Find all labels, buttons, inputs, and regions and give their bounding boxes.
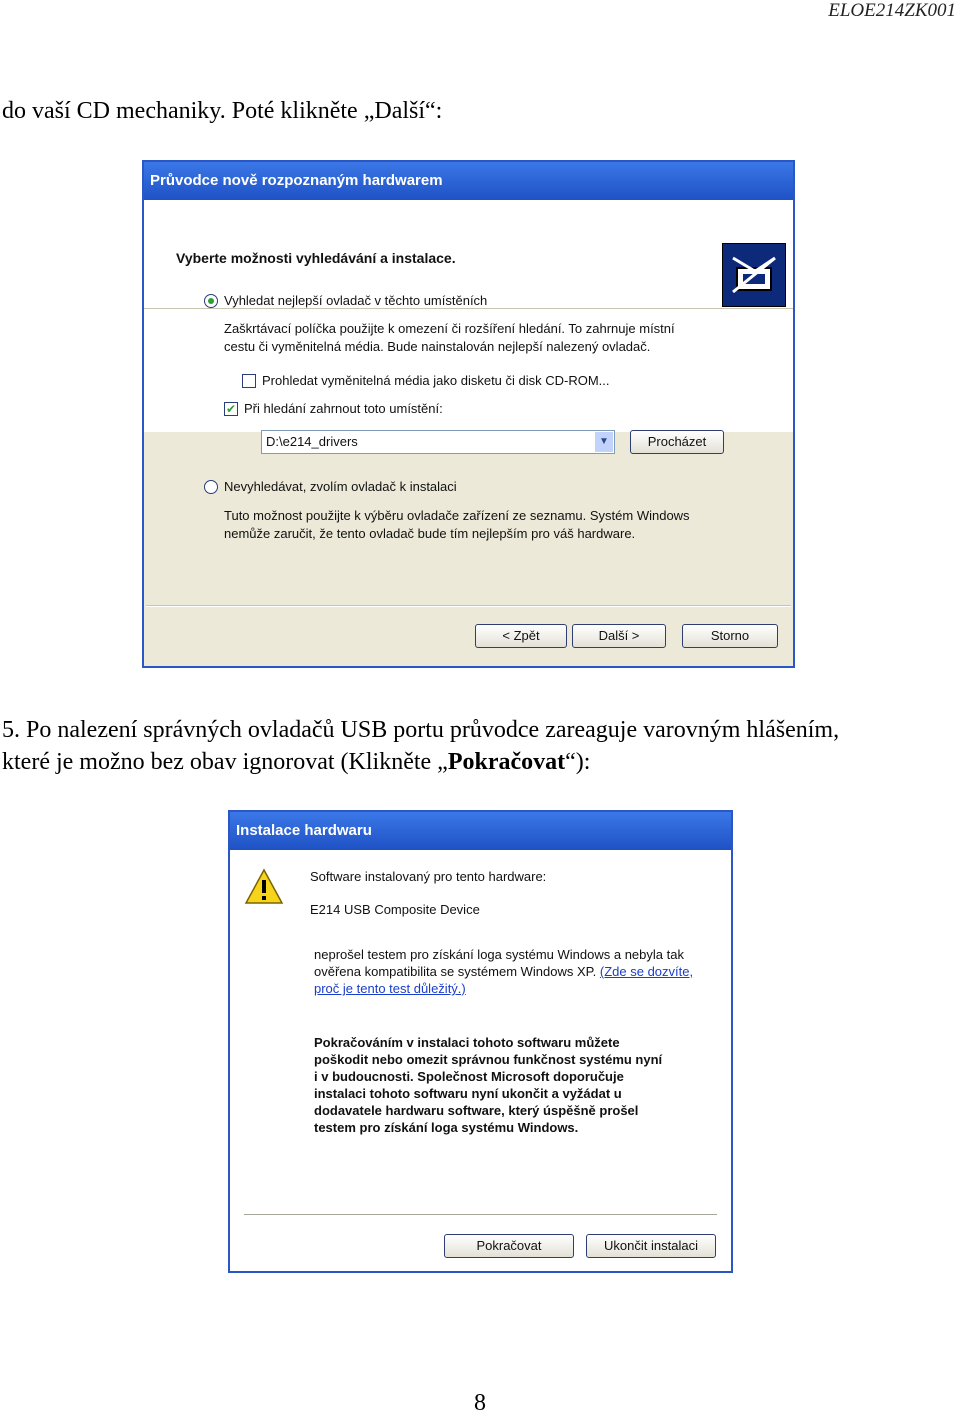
footer-divider xyxy=(244,1214,717,1215)
why-link-2[interactable]: proč je tento test důležitý.) xyxy=(314,981,466,996)
page-number: 8 xyxy=(474,1390,486,1416)
checkbox-include-location[interactable]: ✔ xyxy=(225,402,237,416)
check-removable-label: Prohledat vyměnitelná média jako disketu či disk CD-ROM... xyxy=(262,373,610,388)
radio-choose-driver[interactable] xyxy=(204,480,218,494)
dialog-title: Instalace hardwaru xyxy=(230,812,731,850)
paragraph-intro: do vaší CD mechaniky. Poté klikněte „Další“: xyxy=(2,98,443,124)
location-combobox[interactable] xyxy=(261,430,615,454)
location-path: D:\e214_drivers xyxy=(266,434,358,449)
warning-line3: i v budoucnosti. Společnost Microsoft doporučuje xyxy=(314,1069,624,1084)
dialog-title: Průvodce nově rozpoznaným hardwarem xyxy=(144,162,793,200)
device-name: E214 USB Composite Device xyxy=(310,902,480,917)
hardware-wizard-dialog xyxy=(142,160,795,668)
warning-icon xyxy=(244,868,284,911)
option1-desc-line1: Zaškrtávací políčka použijte k omezení či rozšíření hledání. To zahrnuje místní xyxy=(224,321,675,336)
option2-desc-line2: nemůže zaručit, že tento ovladač bude tím nejlepším pro váš hardware. xyxy=(224,526,636,541)
browse-button[interactable]: Procházet xyxy=(630,430,724,454)
info-line1: neprošel testem pro získání loga systému Windows a nebyla tak xyxy=(314,947,684,962)
option2-desc-line1: Tuto možnost použijte k výběru ovladače zařízení ze seznamu. Systém Windows xyxy=(224,508,690,523)
warning-line4: instalaci tohoto softwaru nyní ukončit a vyžádat u xyxy=(314,1086,622,1101)
dialog-header-panel xyxy=(144,200,793,432)
warning-line6: testem pro získání loga systému Windows. xyxy=(314,1120,579,1135)
option1-desc-line2: cestu či vyměnitelná média. Bude nainstalován nejlepší nalezený ovladač. xyxy=(224,339,651,354)
check-location-label: Při hledání zahrnout toto umístění: xyxy=(244,401,443,416)
hardware-install-dialog xyxy=(228,810,733,1273)
hardware-wizard-icon xyxy=(722,243,786,307)
step5-text: které je možno bez obav ignorovat (Klikněte „ xyxy=(2,749,448,775)
intro-text: Software instalovaný pro tento hardware: xyxy=(310,869,547,884)
info-line2-text: ověřena kompatibilita se systémem Windows XP. xyxy=(314,964,600,979)
option2-label: Nevyhledávat, zvolím ovladač k instalaci xyxy=(224,479,457,494)
warning-line5: dodavatele hardwaru software, který úspěšně prošel xyxy=(314,1103,639,1118)
back-button[interactable]: < Zpět xyxy=(475,624,567,648)
why-link[interactable]: (Zde se dozvíte, xyxy=(599,964,694,979)
step5-line1: 5. Po nalezení správných ovladačů USB portu průvodce zareaguje varovným hlášením, xyxy=(2,717,840,743)
step5-line2 xyxy=(2,746,839,778)
next-button[interactable]: Další > xyxy=(572,624,666,648)
footer-divider xyxy=(146,605,791,607)
stop-install-button[interactable]: Ukončit instalaci xyxy=(586,1234,716,1258)
dialog-subtitle: Vyberte možnosti vyhledávání a instalace. xyxy=(176,250,456,266)
warning-line1: Pokračováním v instalaci tohoto softwaru můžete xyxy=(314,1035,620,1050)
document-code: ELOE214ZK001 xyxy=(828,0,956,21)
checkbox-removable-media[interactable] xyxy=(242,374,256,388)
paragraph-step5 xyxy=(2,714,839,778)
warning-line2: poškodit nebo omezit správnou funkčnost systému nyní xyxy=(314,1052,663,1067)
step5-bold: Pokračovat xyxy=(447,749,566,775)
info-line2 xyxy=(314,963,693,980)
option1-label: Vyhledat nejlepší ovladač v těchto umístěních xyxy=(224,293,488,308)
continue-button[interactable]: Pokračovat xyxy=(444,1234,574,1258)
radio-search-best[interactable] xyxy=(204,294,218,308)
cancel-button[interactable]: Storno xyxy=(682,624,778,648)
step5-text-end: “): xyxy=(565,749,591,775)
chevron-down-icon[interactable]: ▼ xyxy=(595,432,613,452)
